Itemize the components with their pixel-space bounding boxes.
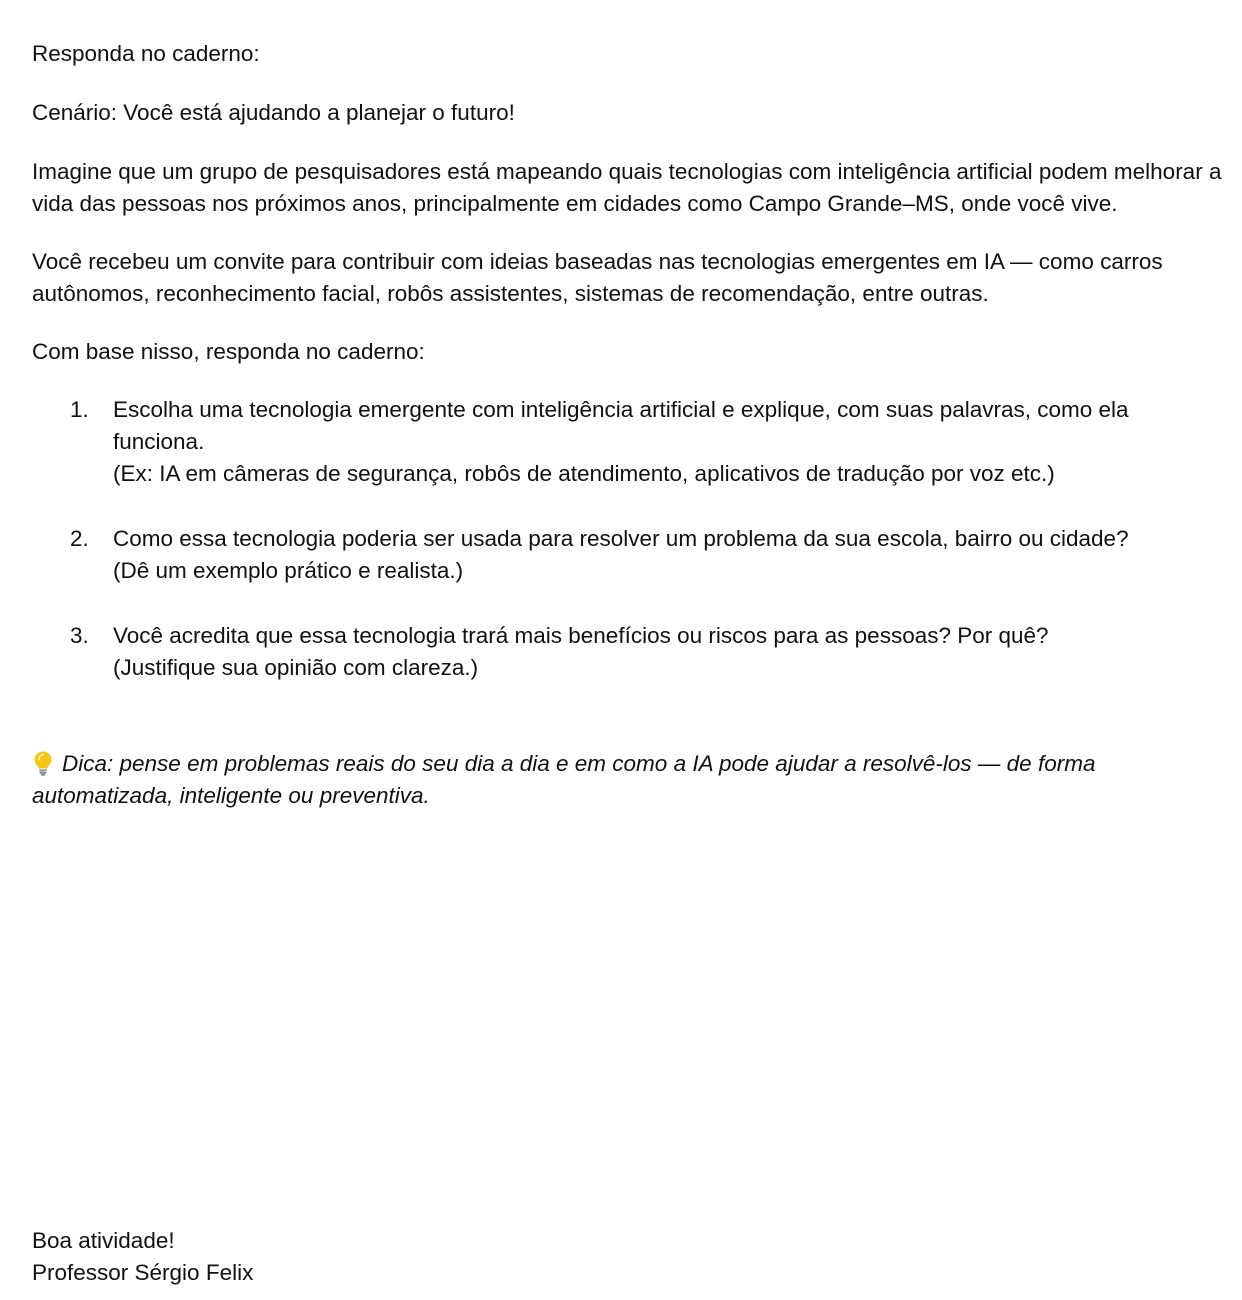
scenario-line: Cenário: Você está ajudando a planejar o futuro! xyxy=(32,100,515,125)
document-body xyxy=(32,38,1222,812)
question-hint: (Ex: IA em câmeras de segurança, robôs de atendimento, aplicativos de tradução por voz etc.) xyxy=(113,461,1055,486)
intro-paragraph: Imagine que um grupo de pesquisadores está mapeando quais tecnologias com inteligência artificial podem melhorar a vida das pessoas nos próximos anos, principalmente em cidades como Campo Grande–MS, onde você vive. xyxy=(32,159,1222,216)
question-item xyxy=(32,523,1193,587)
signature-block xyxy=(32,1225,253,1289)
signature-line: Professor Sérgio Felix xyxy=(32,1260,254,1285)
question-number: 3. xyxy=(70,623,89,648)
tip-paragraph xyxy=(32,748,1222,812)
question-item xyxy=(32,394,1193,490)
question-item xyxy=(32,620,1193,684)
invitation-paragraph: Você recebeu um convite para contribuir com ideias baseadas nas tecnologias emergentes em IA — como carros autônomos, reconhecimento facial, robôs assistentes, sistemas de recomendação, entre outras. xyxy=(32,249,1163,306)
question-text: Você acredita que essa tecnologia trará mais benefícios ou riscos para as pessoas? Por quê? xyxy=(113,623,1049,648)
question-hint: (Dê um exemplo prático e realista.) xyxy=(113,558,464,583)
question-text: Como essa tecnologia poderia ser usada para resolver um problema da sua escola, bairro ou cidade? xyxy=(113,526,1129,551)
prompt-line: Com base nisso, responda no caderno: xyxy=(32,339,425,364)
instruction-line: Responda no caderno: xyxy=(32,41,260,66)
lightbulb-icon xyxy=(32,750,54,776)
question-number: 2. xyxy=(70,526,89,551)
question-text: Escolha uma tecnologia emergente com inteligência artificial e explique, com suas palavras, como ela funciona. xyxy=(113,397,1129,454)
question-hint: (Justifique sua opinião com clareza.) xyxy=(113,655,479,680)
question-number: 1. xyxy=(70,397,89,422)
tip-text: Dica: pense em problemas reais do seu dia a dia e em como a IA pode ajudar a resolvê-los — de forma automatizada, inteligente ou preventiva. xyxy=(32,751,1096,808)
closing-line: Boa atividade! xyxy=(32,1228,175,1253)
question-list xyxy=(32,394,1222,684)
